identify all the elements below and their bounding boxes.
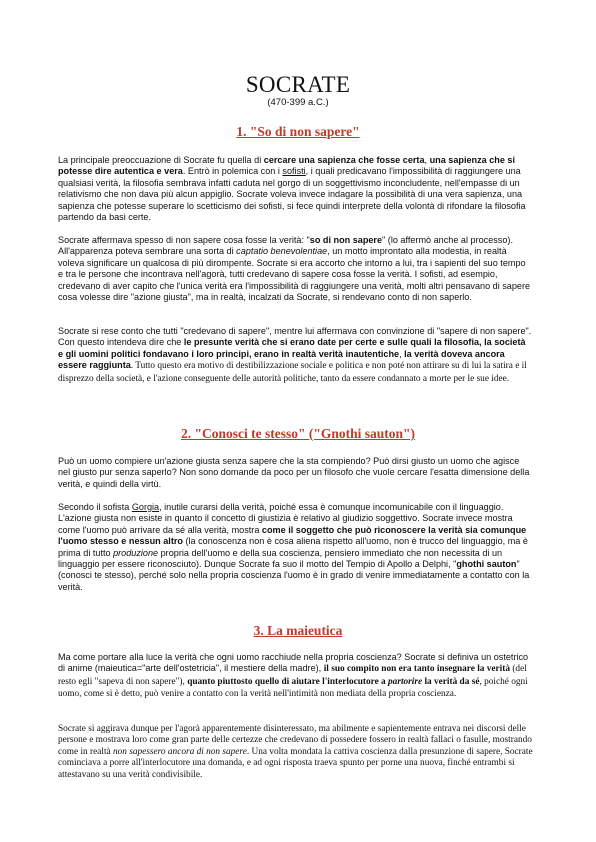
- paragraph-s2-2: Secondo il sofista Gorgia, inutile curarsi della verità, poiché essa è comunque incomunicabile con il linguaggio. L'azione giusta non esiste in quanto il concetto di giustizia è relativo al giudizio soggettivo. Socrate invece mostra come l'uomo può arrivare da sé alla verità, mostra come il soggetto che può riconoscere la verità sia comunque l'uomo stesso e nessun altro (la conoscenza non è cosa aliena rispetto all'uomo, non è trucco del linguaggio, ma è prima di tutto produzione propria dell'uomo e della sua coscienza, pensiero immediato che non necessita di un linguaggio per essere riconosciuto). Dunque Socrate fa suo il motto del Tempio di Apollo a Delphi, "ghothi sauton" (conosci te stesso), perché solo nella propria coscienza l'uomo è in grado di venire immediatamente a contatto con la verità.: [58, 502, 530, 592]
- paragraph-s1-2: Socrate affermava spesso di non sapere cosa fosse la verità: "so di non sapere" (lo affermò anche al processo). All'apparenza poteva sembrare una sorta di captatio benevolentiae, un motto improntato alla modestia, in realtà voleva significare un qualcosa di più dirompente. Socrate si era accorto che intorno a lui, tra i sapienti del suo tempo e tra le persone che incontrava nell'agorà, tutti credevano di sapere cosa fosse la verità. I sofisti, ad esempio, credevano di aver capito che l'unica verità era l'impossibilità di raggiungere una verità, molti altri pensavano di sapere cosa volesse dire "azione giusta", ma in realtà, incalzati da Socrate, si rendevano conto di non saperlo.: [58, 235, 531, 303]
- link-gorgia[interactable]: Gorgia: [131, 502, 160, 512]
- paragraph-s2-1: Può un uomo compiere un'azione giusta senza sapere che la sta compiendo? Può dirsi giusto un uomo che agisce nel giusto pur senza saperlo? Non sono domande da poco per un filosofo che vuole cercare l'esatta dimensione della verità, e quindi della virtù.: [58, 456, 530, 489]
- section-heading-2: 2. "Conosci te stesso" ("Gnothi sauton"): [181, 426, 415, 441]
- paragraph-s3-2: Socrate si aggirava dunque per l'agorà apparentemente disinteressato, ma abilmente e sapientemente entrava nei discorsi delle persone e mostrava loro come gran parte delle certezze che credevano di possedere fossero in realtà fallaci o fasulle, mostrando come in realtà non sapessero ancora di non sapere. Una volta mondata la cattiva coscienza dalla presunzione di sapere, Socrate cominciava a porre all'interlocutore una domanda, e ad ogni risposta traeva spunto per porne una nuova, finché entrambi si attestavano su una verità condivisibile.: [58, 724, 533, 780]
- section-heading-1: 1. "So di non sapere": [236, 124, 360, 139]
- paragraph-s3-1: Ma come portare alla luce la verità che ogni uomo racchiude nella propria coscienza? Socrate si definiva un ostetrico di anime (maieutica="arte dell'ostetricia", il mestiere della madre), il suo compito non era tanto insegnare la verità (del resto egli "sapeva di non sapere"), quanto piuttosto quello di aiutare l'interlocutore a partorire la verità da sé, poiché ogni uomo, come si è detto, può venire a contatto con la verità nell'intimità non mediata della propria coscienza.: [58, 652, 529, 700]
- page-title: SOCRATE: [245, 72, 351, 97]
- paragraph-s1-3: Socrate si rese conto che tutti "credevano di sapere", mentre lui affermava con convinzione di "sapere di non sapere". Con questo intendeva dire che le presunte verità che si erano date per certe e sulle quali la filosofia, la società e gli uomini politici fondavano i loro principi, erano in realtà verità inautentiche, la verità doveva ancora essere raggiunta. Tutto questo era motivo di destibilizzazione sociale e politica e non poté non attirare su di lui la satira e il disprezzo della società, e l'azione conseguente delle autorità politiche, tanto da essere condannato a morte per le sue idee.: [58, 326, 532, 384]
- link-sofisti[interactable]: sofisti: [282, 166, 306, 177]
- paragraph-s1-1: La principale preoccuazione di Socrate fu quella di cercare una sapienza che fosse certa, una sapienza che si potesse dire autentica e vera. Entrò in polemica con i sofisti, i quali predicavano l'impossibilità di raggiungere una qualsiasi verità, la filosofia sembrava infatti caduta nel gorgo di un soggettivismo inconcludente, nell'empasse di un relativismo che non dava più alcun appiglio. Socrate voleva invece indagare la possibilità di una vera sapienza, una sapienza che potesse superare lo scetticismo dei sofisti, si fece quindi interprete della volontà di rifondare la filosofia partendo da basi certe.: [58, 155, 526, 223]
- page-subtitle-dates: (470-399 a.C.): [267, 97, 329, 108]
- section-heading-3: 3. La maieutica: [253, 623, 343, 638]
